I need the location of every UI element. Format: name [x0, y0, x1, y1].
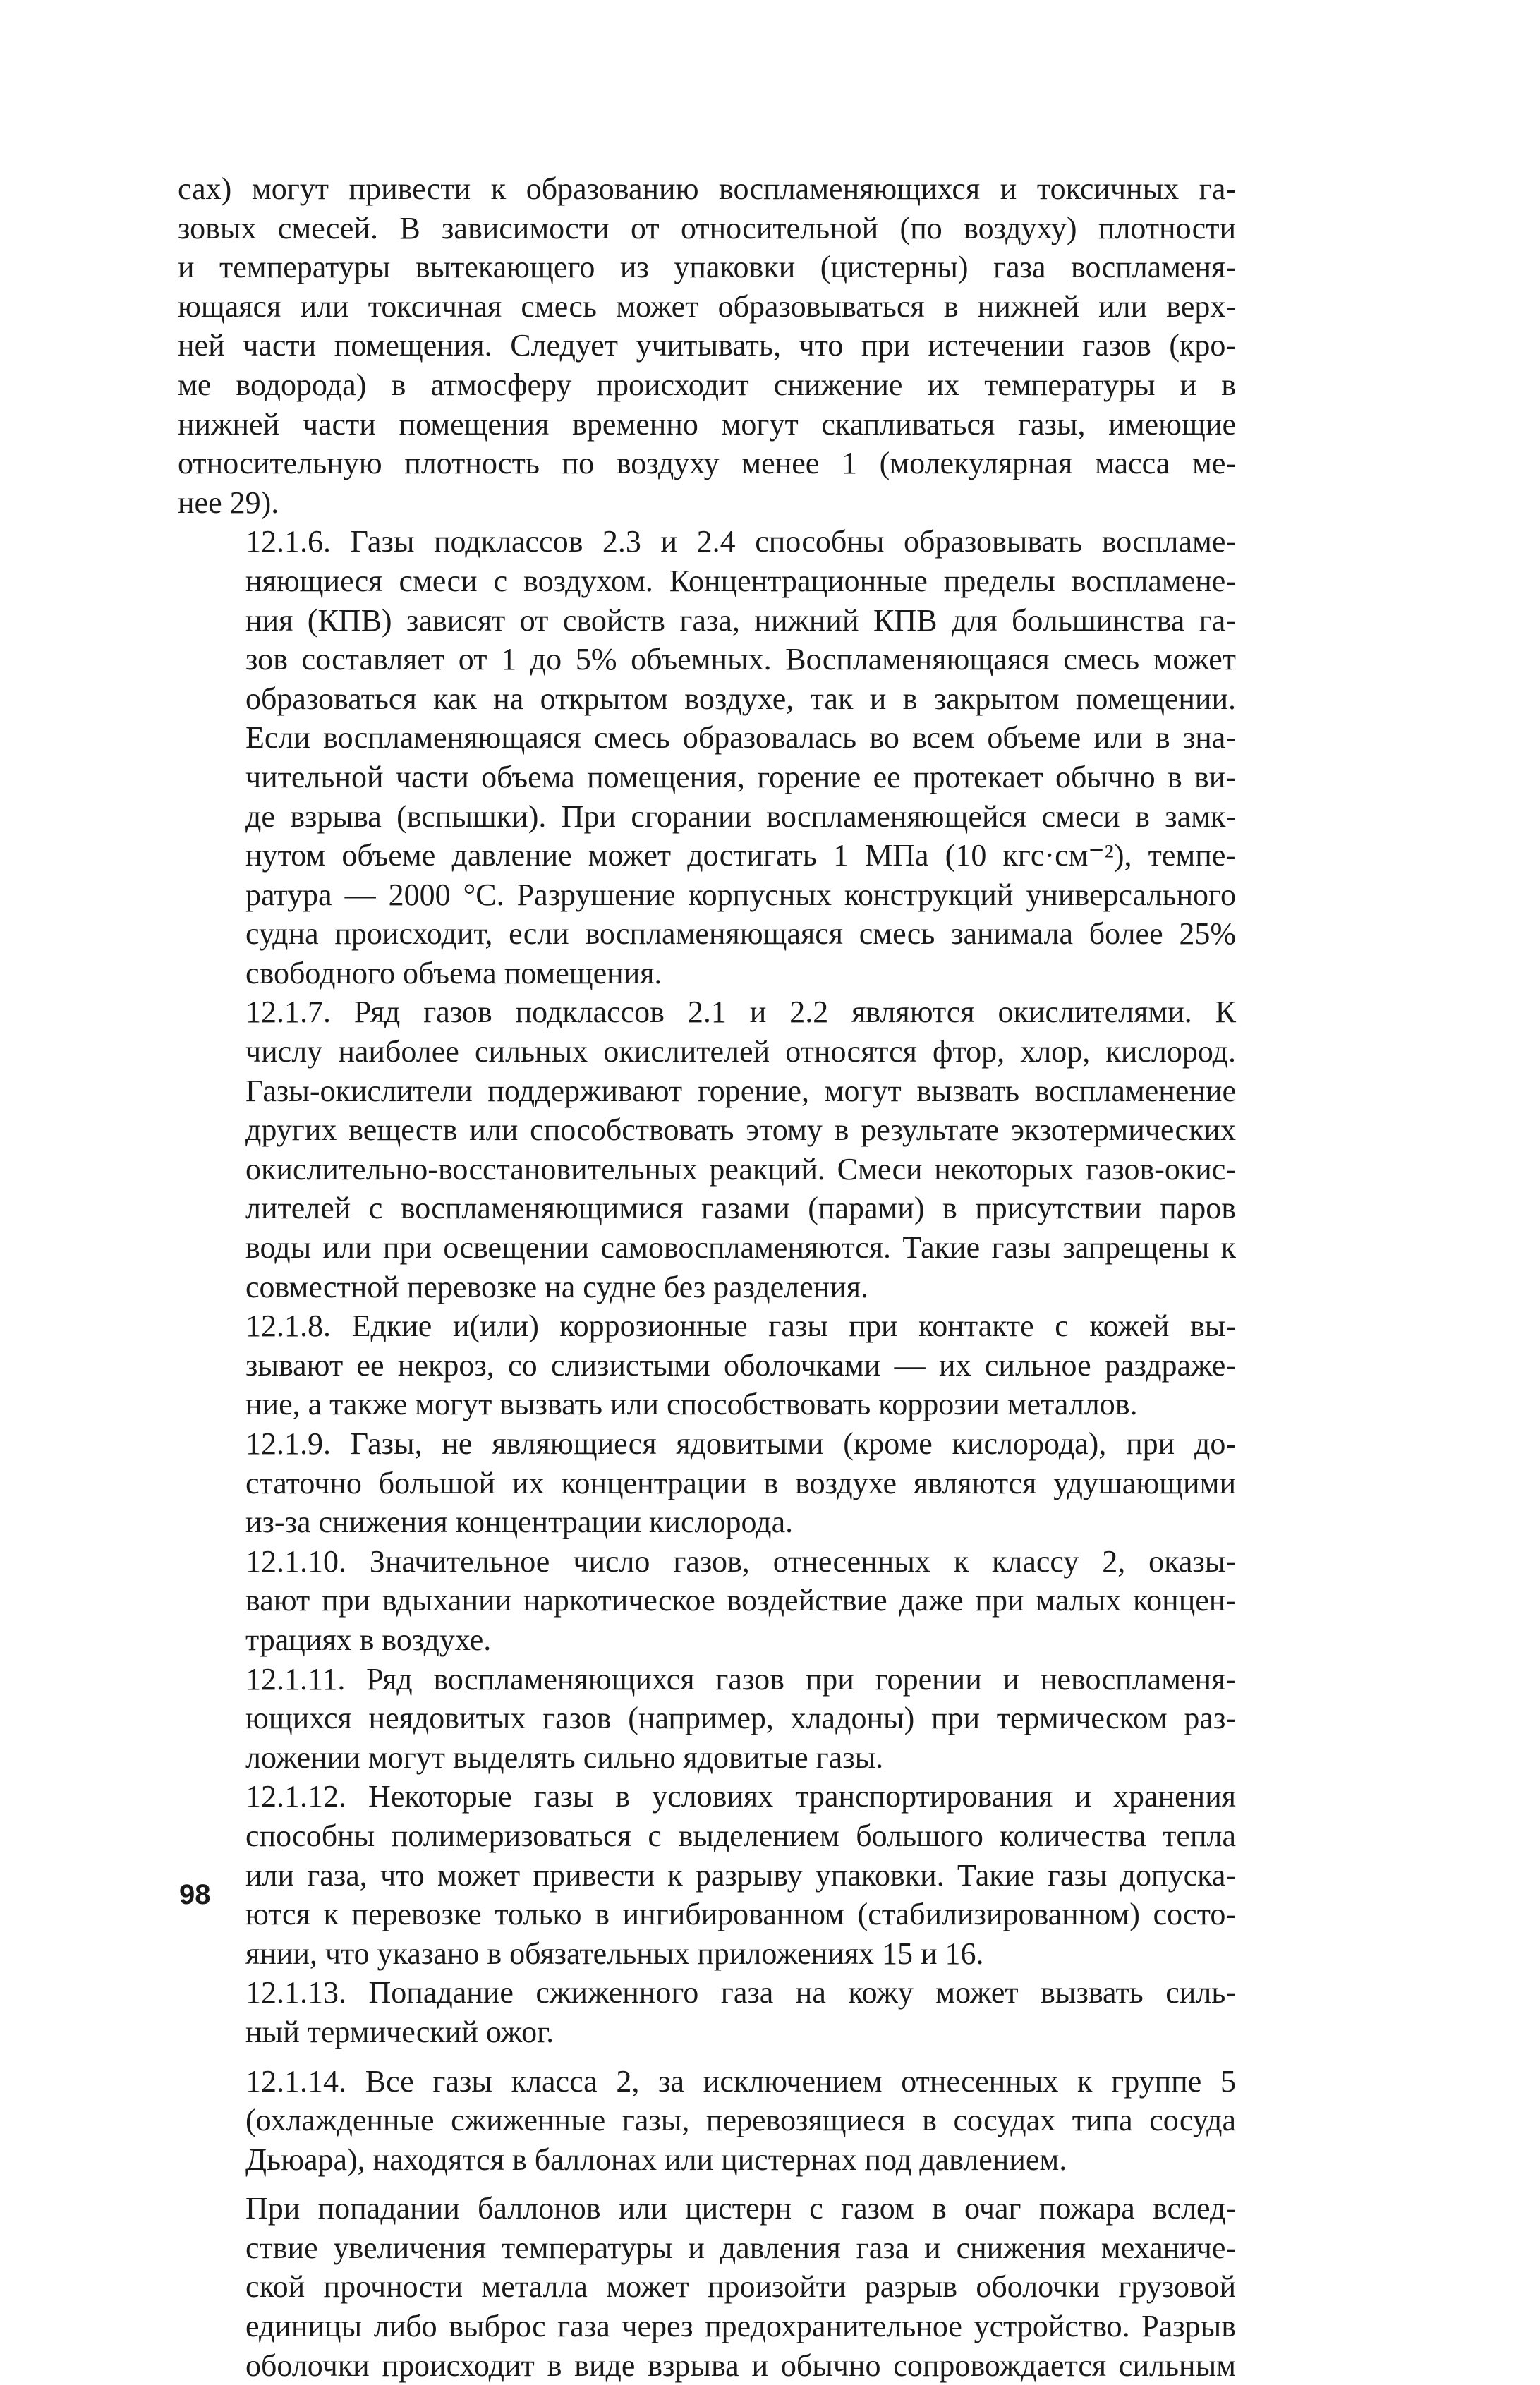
- text-line: зов составляет от 1 до 5% объемных. Воспламеняющаяся смесь может: [245, 642, 1236, 677]
- text-line: 12.1.9. Газы, не являющиеся ядовитыми (кроме кислорода), при до-: [245, 1426, 1236, 1461]
- text-line: образоваться как на открытом воздухе, так и в закрытом помещении.: [245, 681, 1236, 716]
- text-line: ме водорода) в атмосферу происходит снижение их температуры и в: [178, 367, 1236, 402]
- text-line: 12.1.11. Ряд воспламеняющихся газов при горении и невоспламеня-: [245, 1661, 1236, 1697]
- text-line: 12.1.8. Едкие и(или) коррозионные газы при контакте с кожей вы-: [245, 1309, 1236, 1344]
- text-line: относительную плотность по воздуху менее 1 (молекулярная масса ме-: [178, 446, 1236, 481]
- text-line: лителей с воспламеняющимися газами (парами) в присутствии паров: [245, 1191, 1236, 1226]
- text-line: ющихся неядовитых газов (например, хладоны) при термическом раз-: [245, 1701, 1236, 1736]
- text-line: 12.1.7. Ряд газов подклассов 2.1 и 2.2 являются окислителями. К: [245, 995, 1236, 1030]
- text-line: нутом объеме давление может достигать 1 МПа (10 кгс·см⁻²), темпе-: [245, 838, 1236, 873]
- text-line: единицы либо выброс газа через предохранительное устройство. Разрыв: [245, 2309, 1236, 2344]
- paragraph-final: [178, 2189, 1236, 2385]
- paragraph-intro: [178, 169, 1236, 522]
- text-line: ложении могут выделять сильно ядовитые газы.: [245, 1740, 884, 1775]
- text-line: 12.1.6. Газы подклассов 2.3 и 2.4 способны образовывать воспламе-: [245, 524, 1236, 559]
- text-line: 12.1.12. Некоторые газы в условиях транспортирования и хранения: [245, 1779, 1236, 1814]
- paragraph-12-1-7: [178, 993, 1236, 1306]
- text-line: ный термический ожог.: [245, 2014, 554, 2049]
- text-line: Дьюара), находятся в баллонах или цистернах под давлением.: [245, 2142, 1067, 2177]
- paragraph-spacer: [178, 2179, 1236, 2189]
- text-line: де взрыва (вспышки). При сгорании воспламеняющейся смеси в замк-: [245, 799, 1236, 834]
- text-line: вают при вдыхании наркотическое воздействие даже при малых концен-: [245, 1583, 1236, 1618]
- text-line: ющаяся или токсичная смесь может образовываться в нижней или верх-: [178, 289, 1236, 324]
- text-line: ской прочности металла может произойти разрыв оболочки грузовой: [245, 2269, 1236, 2305]
- text-line: сах) могут привести к образованию воспламеняющихся и токсичных га-: [178, 171, 1236, 206]
- text-line: чительной части объема помещения, горение ее протекает обычно в ви-: [245, 759, 1236, 794]
- document-body: [178, 169, 1236, 2385]
- text-line: зовых смесей. В зависимости от относительной (по воздуху) плотности: [178, 210, 1236, 245]
- text-line: и температуры вытекающего из упаковки (цистерны) газа воспламеня-: [178, 250, 1236, 285]
- paragraph-spacer: [178, 2052, 1236, 2062]
- text-line: из-за снижения концентрации кислорода.: [245, 1505, 794, 1540]
- text-line: При попадании баллонов или цистерн с газом в очаг пожара вслед-: [245, 2191, 1236, 2226]
- text-line: других веществ или способствовать этому в результате экзотермических: [245, 1112, 1236, 1148]
- text-line: воды или при освещении самовоспламеняются. Такие газы запрещены к: [245, 1230, 1236, 1266]
- text-line: ней части помещения. Следует учитывать, что при истечении газов (кро-: [178, 328, 1236, 363]
- paragraph-12-1-10: [178, 1542, 1236, 1660]
- text-line: зывают ее некроз, со слизистыми оболочками — их сильное раздраже-: [245, 1347, 1236, 1383]
- text-line: Газы-окислители поддерживают горение, могут вызвать воспламенение: [245, 1073, 1236, 1108]
- page-number: 98: [179, 1879, 211, 1910]
- text-line: свободного объема помещения.: [245, 955, 662, 990]
- text-line: или газа, что может привести к разрыву упаковки. Такие газы допуска-: [245, 1857, 1236, 1893]
- paragraph-12-1-13: [178, 1973, 1236, 2051]
- paragraph-12-1-8: [178, 1306, 1236, 1424]
- text-line: статочно большой их концентрации в воздухе являются удушающими: [245, 1465, 1236, 1500]
- text-line: няющиеся смеси с воздухом. Концентрационные пределы воспламене-: [245, 563, 1236, 598]
- text-line: ние, а также могут вызвать или способствовать коррозии металлов.: [245, 1387, 1138, 1422]
- text-line: ствие увеличения температуры и давления газа и снижения механиче-: [245, 2230, 1236, 2265]
- text-line: ратура — 2000 °С. Разрушение корпусных конструкций универсального: [245, 877, 1236, 912]
- text-line: окислительно-восстановительных реакций. Смеси некоторых газов-окис-: [245, 1151, 1236, 1187]
- text-line: оболочки происходит в виде взрыва и обычно сопровождается сильным: [245, 2348, 1236, 2383]
- text-line: трациях в воздухе.: [245, 1622, 492, 1657]
- text-line: числу наиболее сильных окислителей относятся фтор, хлор, кислород.: [245, 1034, 1236, 1069]
- text-line: судна происходит, если воспламеняющаяся смесь занимала более 25%: [245, 916, 1236, 952]
- text-line: нее 29).: [178, 485, 279, 520]
- text-line: 12.1.13. Попадание сжиженного газа на кожу может вызвать силь-: [245, 1975, 1236, 2010]
- text-line: (охлажденные сжиженные газы, перевозящиеся в сосудах типа сосуда: [245, 2103, 1236, 2138]
- paragraph-12-1-9: [178, 1424, 1236, 1542]
- text-line: 12.1.10. Значительное число газов, отнесенных к классу 2, оказы-: [245, 1543, 1236, 1579]
- text-line: нижней части помещения временно могут скапливаться газы, имеющие: [178, 406, 1236, 442]
- paragraph-12-1-11: [178, 1660, 1236, 1778]
- text-line: Если воспламеняющаяся смесь образовалась во всем объеме или в зна-: [245, 720, 1236, 755]
- paragraph-12-1-6: [178, 522, 1236, 993]
- paragraph-12-1-14: [178, 2062, 1236, 2180]
- text-line: ния (КПВ) зависят от свойств газа, нижний КПВ для большинства га-: [245, 602, 1236, 638]
- text-line: совместной перевозке на судне без разделения.: [245, 1269, 868, 1304]
- text-line: способны полимеризоваться с выделением большого количества тепла: [245, 1818, 1236, 1853]
- text-line: ются к перевозке только в ингибированном (стабилизированном) состо-: [245, 1897, 1236, 1932]
- text-line: 12.1.14. Все газы класса 2, за исключением отнесенных к группе 5: [245, 2063, 1236, 2099]
- paragraph-12-1-12: [178, 1777, 1236, 1973]
- text-line: янии, что указано в обязательных приложениях 15 и 16.: [245, 1936, 984, 1971]
